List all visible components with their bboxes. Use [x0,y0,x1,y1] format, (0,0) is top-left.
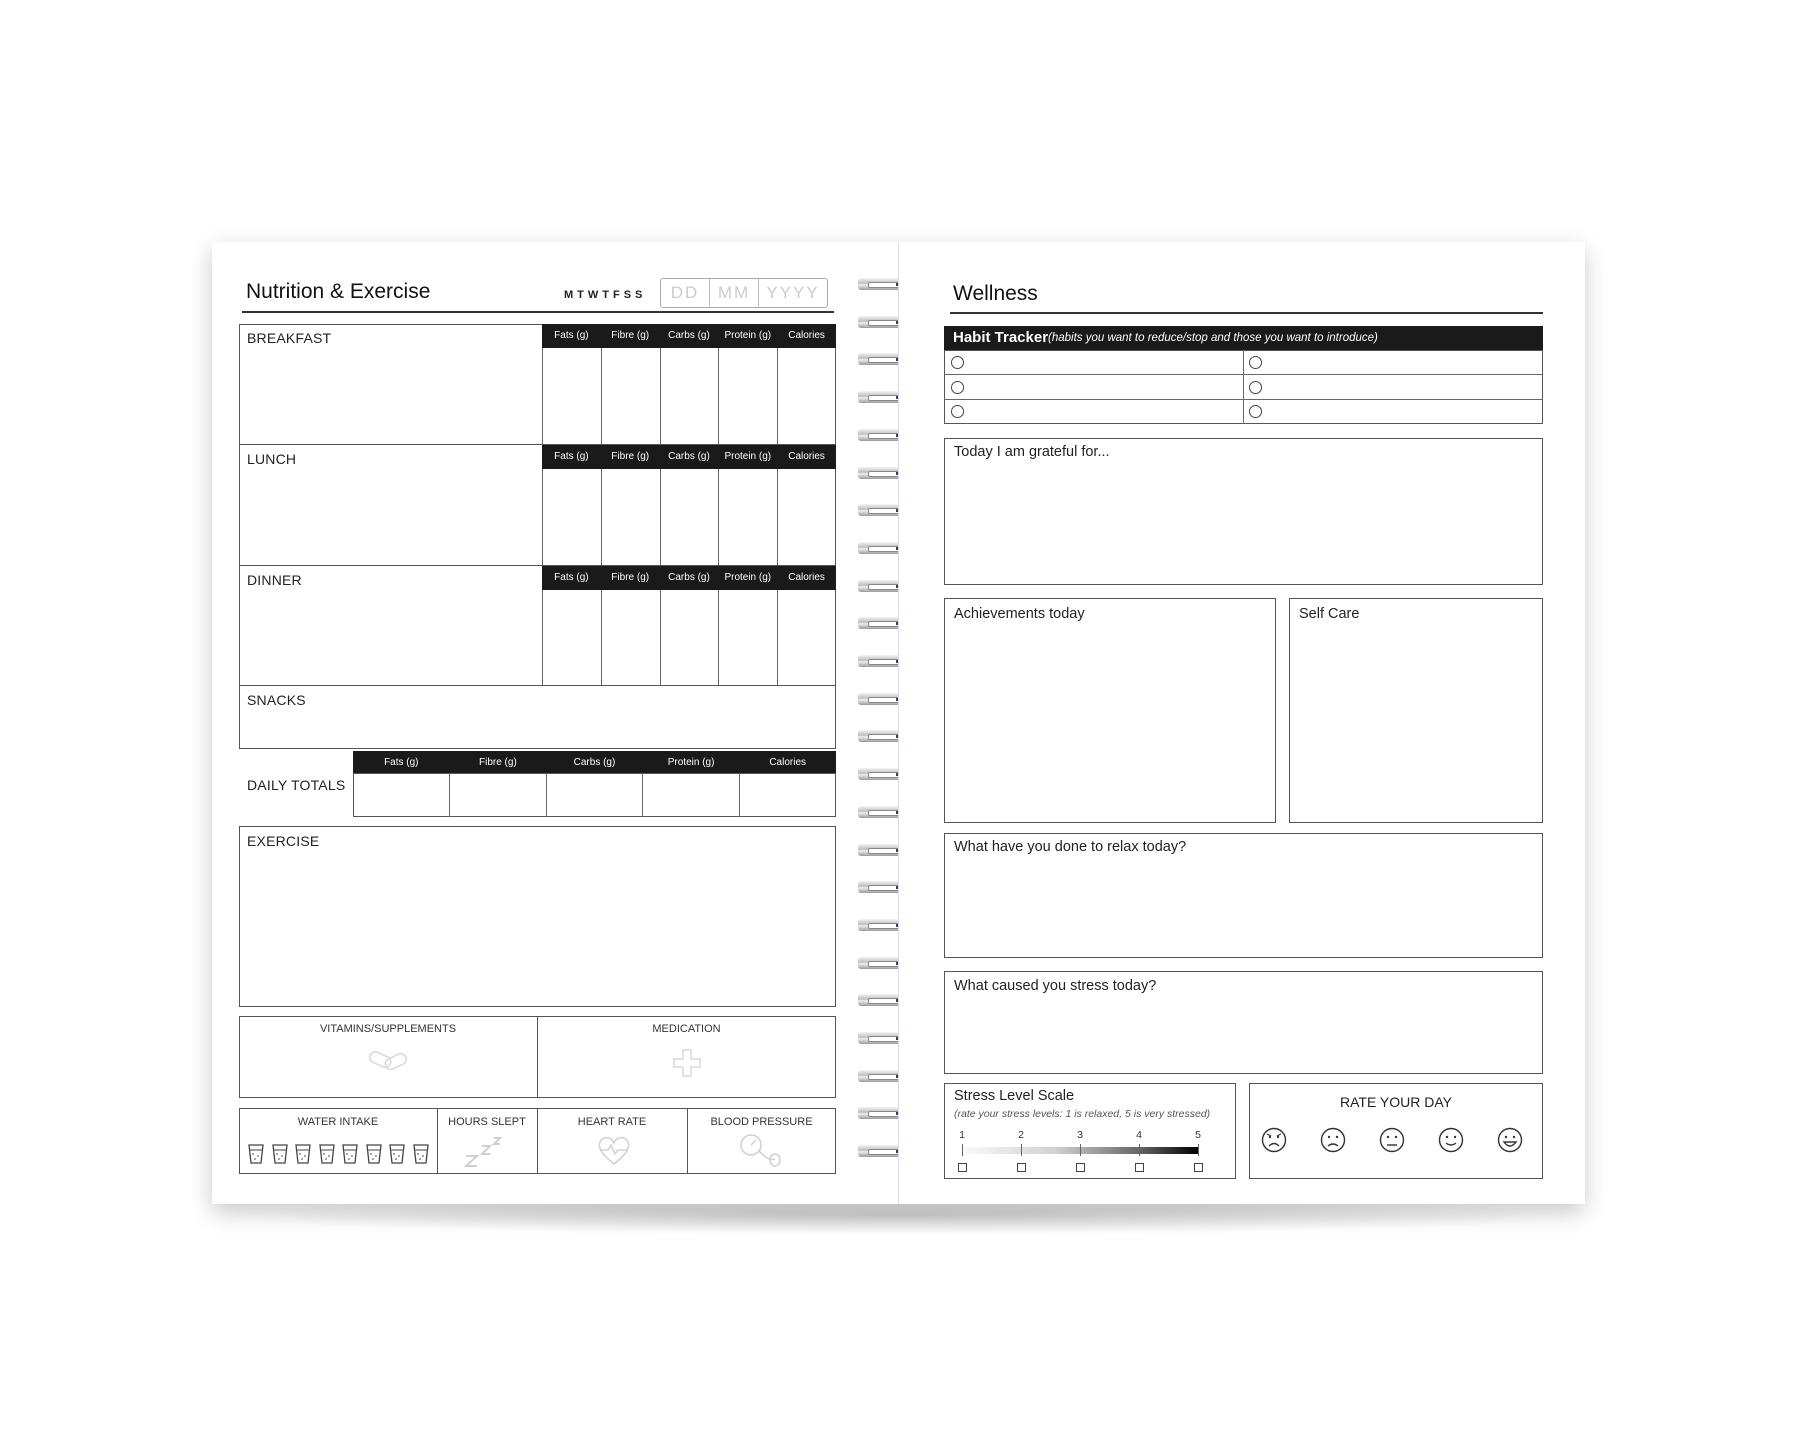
smile-face-icon[interactable] [1438,1127,1464,1153]
scale-tick [1139,1144,1140,1156]
column-header: Calories [769,757,807,768]
grateful-prompt: Today I am grateful for... [954,444,1110,460]
water-glass-icon[interactable] [341,1143,359,1165]
title-divider [242,311,834,313]
scale-checkbox[interactable] [958,1163,967,1172]
stress-scale-title: Stress Level Scale [954,1088,1075,1104]
habit-tracker-title: Habit Tracker [953,329,1049,346]
planner-spread [212,242,1584,1204]
scale-tick [1021,1144,1022,1156]
water-glass-icon[interactable] [365,1143,383,1165]
exercise-box[interactable] [239,826,836,1007]
column-header: Calories [788,451,825,462]
column-header: Carbs (g) [668,330,710,341]
lunch-nutrient-cells[interactable] [542,469,836,565]
page-title: Wellness [953,282,1038,305]
date-day[interactable]: DD [661,279,710,307]
column-header: Protein (g) [724,572,772,583]
scale-number: 5 [1195,1129,1201,1141]
heart-rate-icon [596,1133,632,1167]
achievements-box[interactable] [944,598,1276,823]
self-care-prompt: Self Care [1299,606,1360,622]
meal-divider [239,685,836,686]
stress-cause-prompt: What caused you stress today? [954,978,1157,994]
column-header: Carbs (g) [573,757,616,768]
neutral-face-icon[interactable] [1379,1127,1405,1153]
pills-icon [365,1048,411,1078]
stress-scale-note: (rate your stress levels: 1 is relaxed, 5 is very stressed) [954,1108,1211,1120]
angry-face-icon[interactable] [1261,1127,1287,1153]
scale-checkbox[interactable] [1135,1163,1144,1172]
date-year[interactable]: YYYY [766,283,820,302]
self-care-box[interactable] [1289,598,1543,823]
habit-checkbox[interactable] [951,381,964,394]
relax-prompt: What have you done to relax today? [954,839,1187,855]
scale-number: 1 [959,1129,965,1141]
habit-checkbox[interactable] [1249,381,1262,394]
heart-rate-label: HEART RATE [577,1116,647,1128]
scale-checkbox[interactable] [1017,1163,1026,1172]
scale-tick [962,1144,963,1156]
dinner-nutrient-cells[interactable] [542,590,836,685]
column-divider [1243,350,1244,424]
breakfast-label: BREAKFAST [247,330,332,346]
column-header: Fibre (g) [611,572,650,583]
habit-tracker-subtitle: (habits you want to reduce/stop and those you want to introduce) [1048,332,1378,344]
water-glass-icon[interactable] [318,1143,336,1165]
vitamins-label: VITAMINS/SUPPLEMENTS [319,1023,457,1035]
achievements-prompt: Achievements today [954,606,1085,622]
scale-checkbox[interactable] [1194,1163,1203,1172]
happy-face-icon[interactable] [1497,1127,1523,1153]
column-header: Calories [788,330,825,341]
lunch-nutrient-header [542,445,836,469]
daily-totals-grid [353,773,836,817]
habit-checkbox[interactable] [1249,405,1262,418]
snacks-label: SNACKS [247,692,306,708]
habit-checkbox[interactable] [1249,356,1262,369]
water-glass-icon[interactable] [294,1143,312,1165]
stress-scale [954,1122,1224,1176]
column-header: Carbs (g) [668,572,710,583]
medical-cross-icon [672,1048,702,1078]
column-header: Fibre (g) [611,451,650,462]
grateful-box[interactable] [944,438,1543,585]
water-intake-label: WATER INTAKE [297,1116,379,1128]
date-month[interactable]: MM [710,279,759,307]
breakfast-nutrient-cells[interactable] [542,348,836,444]
hours-slept-label: HOURS SLEPT [448,1116,526,1128]
date-field[interactable] [660,278,828,308]
column-header: Protein (g) [724,330,772,341]
column-header: Calories [788,572,825,583]
water-glass-icon[interactable] [271,1143,289,1165]
dinner-label: DINNER [247,572,302,588]
water-glass-icon[interactable] [388,1143,406,1165]
blood-pressure-icon [737,1132,783,1168]
daily-totals-header [353,751,836,773]
lunch-label: LUNCH [247,451,297,467]
column-header: Fibre (g) [611,330,650,341]
habit-checkbox[interactable] [951,356,964,369]
habit-tracker-header [944,326,1543,350]
wellness-page [898,242,1585,1204]
dinner-nutrient-header [542,566,836,590]
column-header: Protein (g) [724,451,772,462]
scale-tick [1198,1144,1199,1156]
page-title: Nutrition & Exercise [246,280,431,303]
daily-totals-label: DAILY TOTALS [247,777,346,793]
column-header: Fats (g) [384,757,419,768]
medication-label: MEDICATION [652,1023,721,1035]
mood-faces [1261,1127,1531,1157]
scale-number: 4 [1136,1129,1142,1141]
column-header: Fats (g) [554,451,589,462]
water-glass-icon[interactable] [412,1143,430,1165]
nutrition-page [212,242,898,1204]
sleep-icon [462,1134,504,1168]
title-divider [950,312,1543,314]
column-header: Carbs (g) [668,451,710,462]
column-header: Protein (g) [667,757,715,768]
exercise-label: EXERCISE [247,833,320,849]
column-header: Fats (g) [554,572,589,583]
column-header: Fats (g) [554,330,589,341]
weekday-selector[interactable]: MTWTFSS [564,289,647,301]
scale-number: 3 [1077,1129,1083,1141]
habit-checkbox[interactable] [951,405,964,418]
rate-day-title: RATE YOUR DAY [1339,1094,1453,1110]
blood-pressure-label: BLOOD PRESSURE [710,1116,813,1128]
column-header: Fibre (g) [478,757,517,768]
water-glasses[interactable] [247,1141,437,1167]
breakfast-nutrient-header [542,324,836,348]
water-glass-icon[interactable] [247,1143,265,1165]
scale-number: 2 [1018,1129,1024,1141]
scale-checkbox[interactable] [1076,1163,1085,1172]
scale-tick [1080,1144,1081,1156]
sad-face-icon[interactable] [1320,1127,1346,1153]
